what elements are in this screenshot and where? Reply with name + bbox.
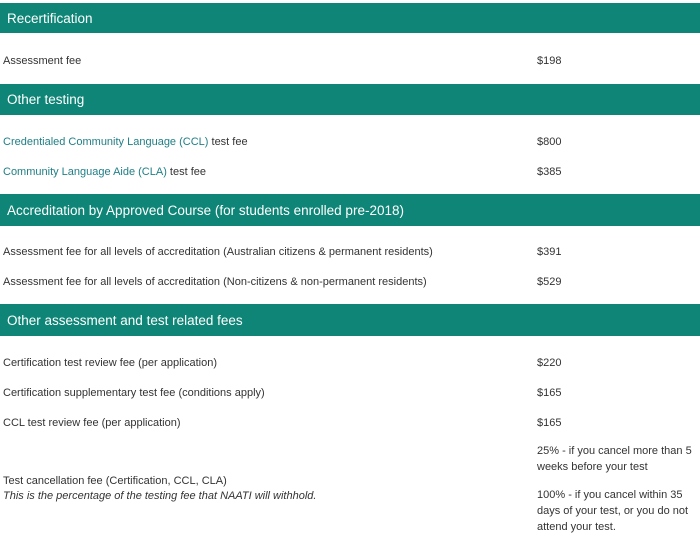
- fee-label: Assessment fee for all levels of accreditation (Australian citizens & permanent residents): [3, 246, 433, 258]
- fee-amount: $165: [537, 417, 562, 429]
- fee-label: CCL test review fee (per application): [3, 417, 181, 429]
- fee-label: Assessment fee: [3, 55, 82, 67]
- cancellation-label: Test cancellation fee (Certification, CCL, CLA): [3, 475, 227, 487]
- cla-link[interactable]: Community Language Aide (CLA): [3, 166, 167, 178]
- fee-amount: $391: [537, 246, 562, 258]
- table-row: [0, 243, 700, 263]
- table-row: [0, 354, 700, 374]
- fee-label-rest: test fee: [166, 166, 207, 178]
- table-row: [0, 384, 700, 404]
- section-header-accreditation: [0, 194, 700, 226]
- fee-label: [3, 166, 206, 178]
- table-row: [0, 273, 700, 293]
- fee-label: Assessment fee for all levels of accreditation (Non-citizens & non-permanent residents): [3, 276, 427, 288]
- fee-amount: $220: [537, 357, 562, 369]
- fee-amount: $385: [537, 166, 562, 178]
- table-row: [0, 52, 700, 72]
- section-title: Other testing: [7, 92, 85, 107]
- cancellation-fee-late: 100% - if you cancel within 35 days of your test, or you do not attend your test.: [537, 489, 689, 533]
- section-title: Other assessment and test related fees: [7, 312, 243, 328]
- section-header-other-assessment: [0, 304, 700, 336]
- fee-amount: $198: [537, 55, 562, 67]
- fee-amount: $529: [537, 276, 562, 288]
- fee-label: Certification supplementary test fee (conditions apply): [3, 387, 265, 399]
- section-header-other-testing: [0, 84, 700, 115]
- fee-label: Certification test review fee (per application): [3, 357, 217, 369]
- ccl-link[interactable]: Credentialed Community Language (CCL): [3, 136, 209, 148]
- section-title: Accreditation by Approved Course (for students enrolled pre-2018): [7, 202, 404, 218]
- fee-amount: $165: [537, 387, 562, 399]
- cancellation-fee-early: 25% - if you cancel more than 5 weeks before your test: [537, 445, 692, 473]
- cancellation-note: This is the percentage of the testing fee that NAATI will withhold.: [3, 490, 317, 502]
- table-row: [0, 414, 700, 434]
- fee-label-rest: test fee: [208, 136, 248, 148]
- section-header-recertification: [0, 3, 700, 33]
- table-row: [0, 163, 700, 183]
- fee-label: [3, 136, 248, 148]
- table-row: [0, 133, 700, 153]
- fee-amount: $800: [537, 136, 562, 148]
- section-title: Recertification: [7, 10, 93, 26]
